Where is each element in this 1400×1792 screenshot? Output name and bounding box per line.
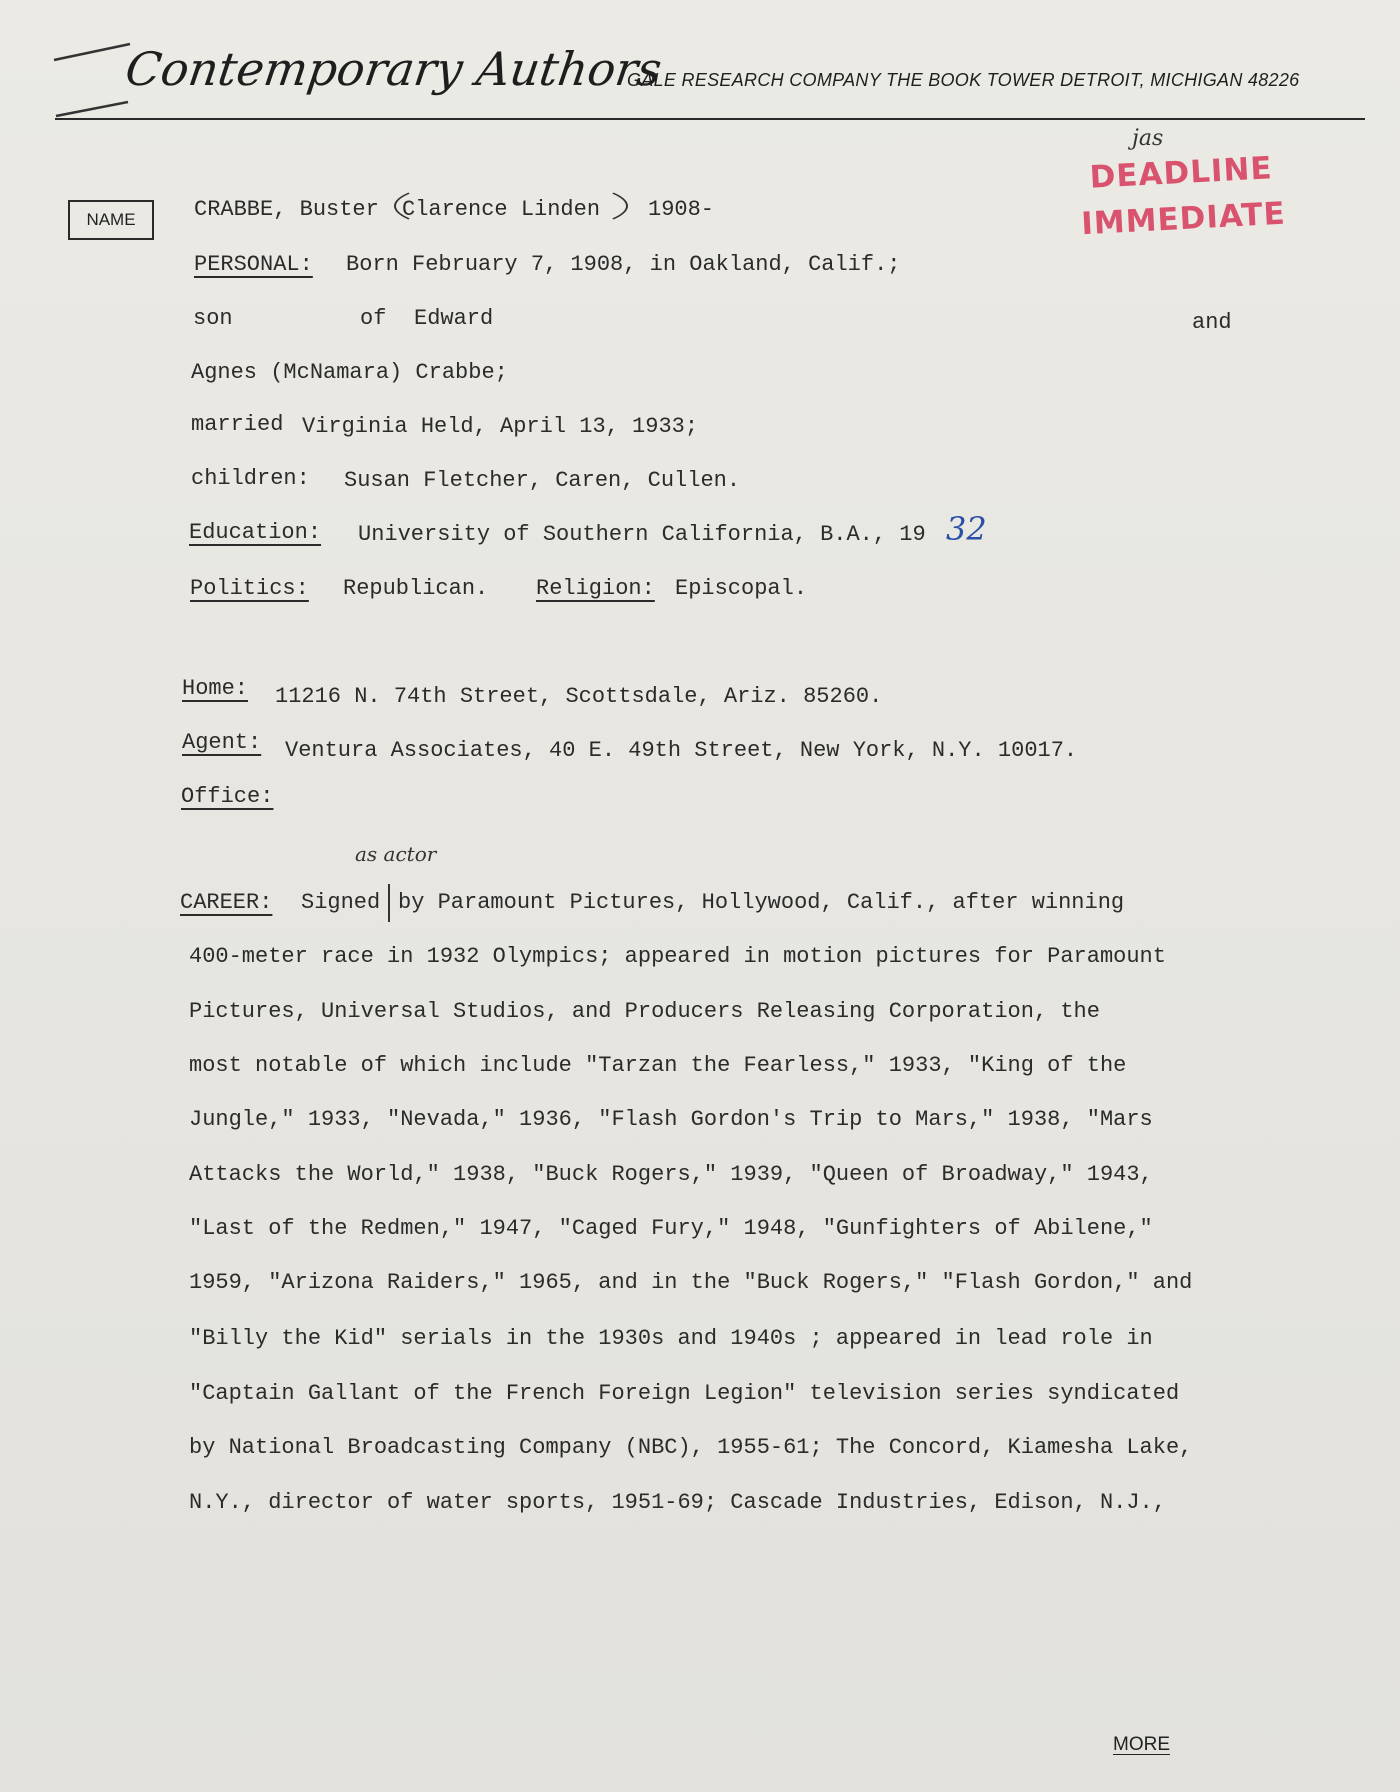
logo: Contemporary Authors (122, 42, 666, 96)
married-label: married (191, 412, 284, 437)
more-indicator: MORE (1113, 1734, 1170, 1755)
home-label: Home: (182, 676, 249, 701)
handwritten-insert: as actor (355, 842, 437, 866)
career-label: CAREER: (180, 890, 273, 915)
name-year: 1908- (648, 197, 715, 222)
education-value: University of Southern California, B.A., 19 (358, 522, 926, 547)
religion-label: Religion: (536, 576, 655, 601)
agent-value: Ventura Associates, 40 E. 49th Street, New York, N.Y. 10017. (285, 738, 1078, 763)
insertion-caret (388, 884, 390, 922)
career-line: Jungle," 1933, "Nevada," 1936, "Flash Gordon's Trip to Mars," 1938, "Mars (189, 1107, 1153, 1132)
header-divider (55, 118, 1365, 120)
home-value: 11216 N. 74th Street, Scottsdale, Ariz. 85260. (275, 684, 883, 709)
personal-mother: Agnes (McNamara) Crabbe; (191, 360, 508, 385)
career-line: 1959, "Arizona Raiders," 1965, and in the "Buck Rogers," "Flash Gordon," and (189, 1270, 1193, 1295)
career-line: 400-meter race in 1932 Olympics; appeared in motion pictures for Paramount (189, 944, 1166, 969)
career-line: N.Y., director of water sports, 1951-69; Cascade Industries, Edison, N.J., (189, 1490, 1166, 1515)
career-line: Attacks the World," 1938, "Buck Rogers," 1939, "Queen of Broadway," 1943, (189, 1162, 1153, 1187)
children-label: children: (191, 466, 310, 491)
personal-son: son (193, 306, 233, 331)
handwritten-initials: jas (1132, 126, 1164, 151)
career-line: by National Broadcasting Company (NBC), 1955-61; The Concord, Kiamesha Lake, (189, 1435, 1193, 1460)
name-label-box: NAME (68, 200, 154, 240)
politics-value: Republican. (343, 576, 489, 601)
personal-label: PERSONAL: (194, 252, 313, 277)
married-value: Virginia Held, April 13, 1933; (302, 414, 699, 439)
career-line-1: by Paramount Pictures, Hollywood, Calif., after winning (398, 890, 1125, 915)
agent-label: Agent: (182, 730, 262, 755)
publisher-address: GALE RESEARCH COMPANY THE BOOK TOWER DETROIT, MICHIGAN 48226 (627, 70, 1300, 90)
name-surname: CRABBE, Buster (194, 197, 379, 222)
education-year-handwritten: 32 (946, 510, 987, 548)
name-full: Clarence Linden (402, 197, 601, 222)
career-line: "Captain Gallant of the French Foreign Legion" television series syndicated (189, 1381, 1180, 1406)
personal-of: of (360, 306, 387, 331)
personal-father: Edward (414, 306, 494, 331)
politics-label: Politics: (190, 576, 309, 601)
religion-value: Episcopal. (675, 576, 808, 601)
personal-and: and (1192, 310, 1232, 335)
stamp-line-immediate: IMMEDIATE (1080, 195, 1287, 243)
education-label: Education: (189, 520, 322, 545)
career-line: "Billy the Kid" serials in the 1930s and 1940s ; appeared in lead role in (189, 1326, 1153, 1351)
children-value: Susan Fletcher, Caren, Cullen. (344, 468, 741, 493)
personal-born: Born February 7, 1908, in Oakland, Calif.; (346, 252, 901, 277)
career-line: most notable of which include "Tarzan the Fearless," 1933, "King of the (189, 1053, 1127, 1078)
deadline-stamp (1078, 145, 1287, 248)
career-line: Pictures, Universal Studios, and Producers Releasing Corporation, the (189, 999, 1100, 1024)
stamp-line-deadline: DEADLINE (1088, 150, 1274, 196)
career-line: "Last of the Redmen," 1947, "Caged Fury," 1948, "Gunfighters of Abilene," (189, 1216, 1153, 1241)
career-signed: Signed (301, 890, 381, 915)
office-label: Office: (181, 784, 274, 809)
